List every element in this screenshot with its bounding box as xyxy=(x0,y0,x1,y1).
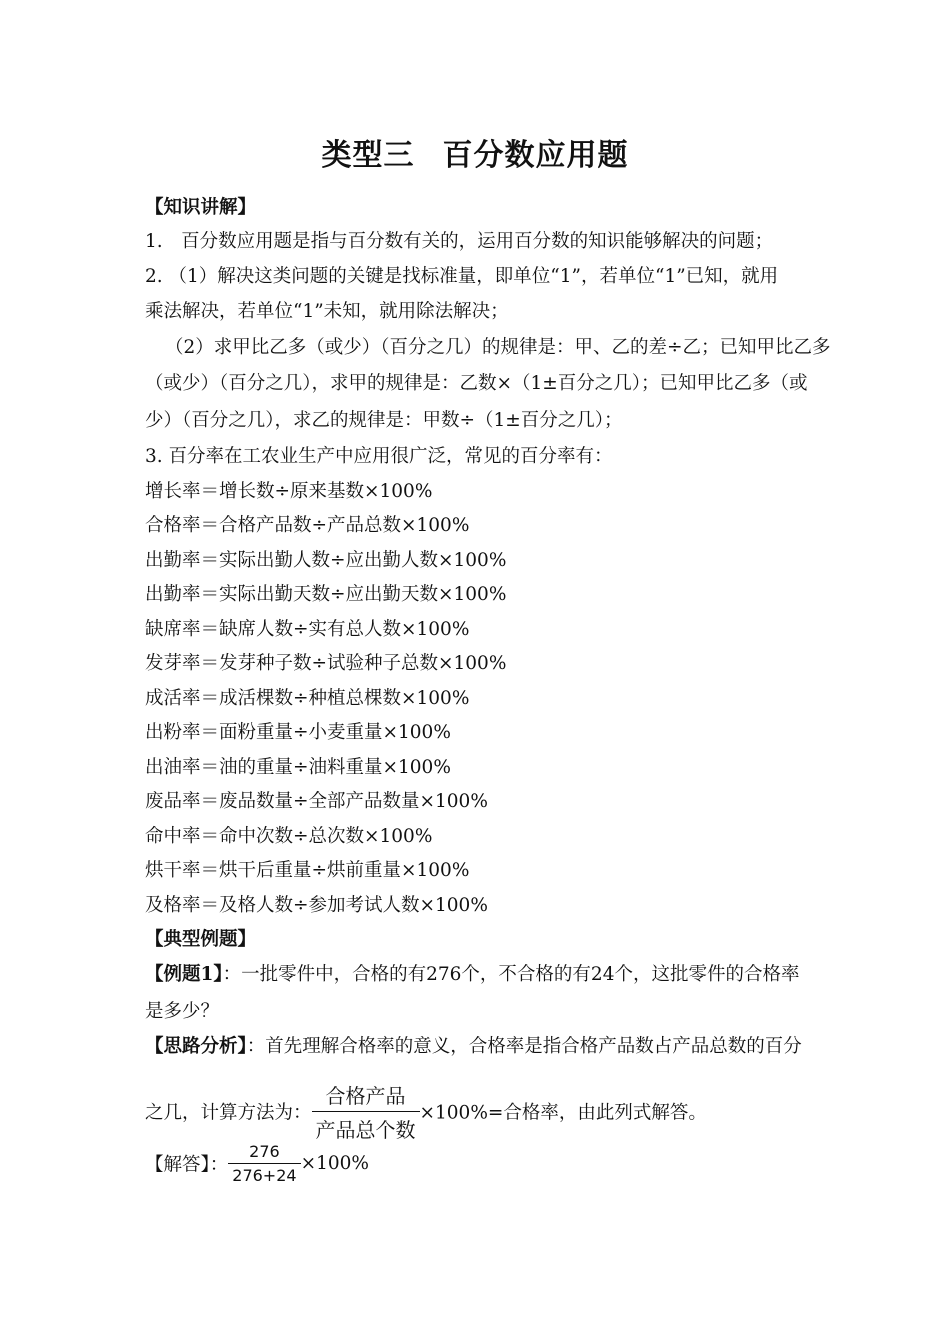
paragraph-3-line-2: （或少）（百分之几），求甲的规律是：乙数×（1±百分之几）；已知甲比乙多（或 xyxy=(145,373,808,394)
formula-line: 增长率＝增长数÷原来基数×100% xyxy=(145,481,433,502)
paragraph-3-line-3: 少）（百分之几），求乙的规律是：甲数÷（1±百分之几）； xyxy=(145,410,623,431)
answer-post: ×100% xyxy=(300,1153,369,1174)
answer-fraction xyxy=(228,1142,300,1185)
answer-line xyxy=(145,1142,369,1185)
formula-line: 出勤率＝实际出勤人数÷应出勤人数×100% xyxy=(145,550,507,571)
title-part2: 百分数应用题 xyxy=(442,138,629,173)
analysis-line-1 xyxy=(145,1035,802,1059)
fraction-numerator: 276 xyxy=(228,1142,300,1164)
fraction-numerator: 合格产品 xyxy=(312,1080,420,1112)
formula-line: 及格率＝及格人数÷参加考试人数×100% xyxy=(145,895,488,916)
formula-line: 出勤率＝实际出勤天数÷应出勤天数×100% xyxy=(145,584,507,605)
formula-line: 出粉率＝面粉重量÷小麦重量×100% xyxy=(145,722,451,743)
paragraph-2-line-1: 2. （1）解决这类问题的关键是找标准量，即单位“1”，若单位“1”已知，就用 xyxy=(145,266,779,287)
section-knowledge-heading: 【知识讲解】 xyxy=(145,197,257,218)
fraction-denominator: 276+24 xyxy=(232,1166,297,1185)
paragraph-2-line-2: 乘法解决，若单位“1”未知，就用除法解决； xyxy=(145,301,509,322)
formula-line: 合格率＝合格产品数÷产品总数×100% xyxy=(145,515,470,536)
analysis-text-pre: 之几，计算方法为： xyxy=(145,1102,312,1124)
title-part1: 类型三 xyxy=(321,138,415,173)
example-1-line-1 xyxy=(145,963,799,987)
analysis-fraction xyxy=(312,1080,420,1143)
page-title xyxy=(0,130,950,174)
paragraph-3-line-1: （2）求甲比乙多（或少）（百分之几）的规律是：甲、乙的差÷乙；已知甲比乙多 xyxy=(165,337,831,358)
fraction-denominator: 产品总个数 xyxy=(315,1118,416,1142)
analysis-text-post: ×100%=合格率，由此列式解答。 xyxy=(419,1102,707,1124)
analysis-text: ：首先理解合格率的意义，合格率是指合格产品数占产品总数的百分 xyxy=(246,1036,802,1057)
formula-line: 命中率＝命中次数÷总次数×100% xyxy=(145,826,433,847)
paragraph-1: 1. 百分数应用题是指与百分数有关的，运用百分数的知识能够解决的问题； xyxy=(145,231,774,252)
analysis-label: 【思路分析】 xyxy=(145,1036,247,1057)
formula-line: 缺席率＝缺席人数÷实有总人数×100% xyxy=(145,619,470,640)
analysis-line-2 xyxy=(145,1080,707,1143)
formula-line: 废品率＝废品数量÷全部产品数量×100% xyxy=(145,791,488,812)
formula-line: 出油率＝油的重量÷油料重量×100% xyxy=(145,757,451,778)
section-examples-heading: 【典型例题】 xyxy=(145,929,257,950)
paragraph-4: 3. 百分率在工农业生产中应用很广泛，常见的百分率有： xyxy=(145,446,613,467)
example-1-label: 【例题1】 xyxy=(145,964,223,985)
formula-line: 烘干率＝烘干后重量÷烘前重量×100% xyxy=(145,860,470,881)
formula-line: 成活率＝成活棵数÷种植总棵数×100% xyxy=(145,688,470,709)
answer-label: 【解答】： xyxy=(145,1154,229,1176)
example-1-line-2: 是多少？ xyxy=(145,1001,220,1022)
example-1-text: ：一批零件中，合格的有276个，不合格的有24个，这批零件的合格率 xyxy=(222,964,800,985)
formula-line: 发芽率＝发芽种子数÷试验种子总数×100% xyxy=(145,653,507,674)
